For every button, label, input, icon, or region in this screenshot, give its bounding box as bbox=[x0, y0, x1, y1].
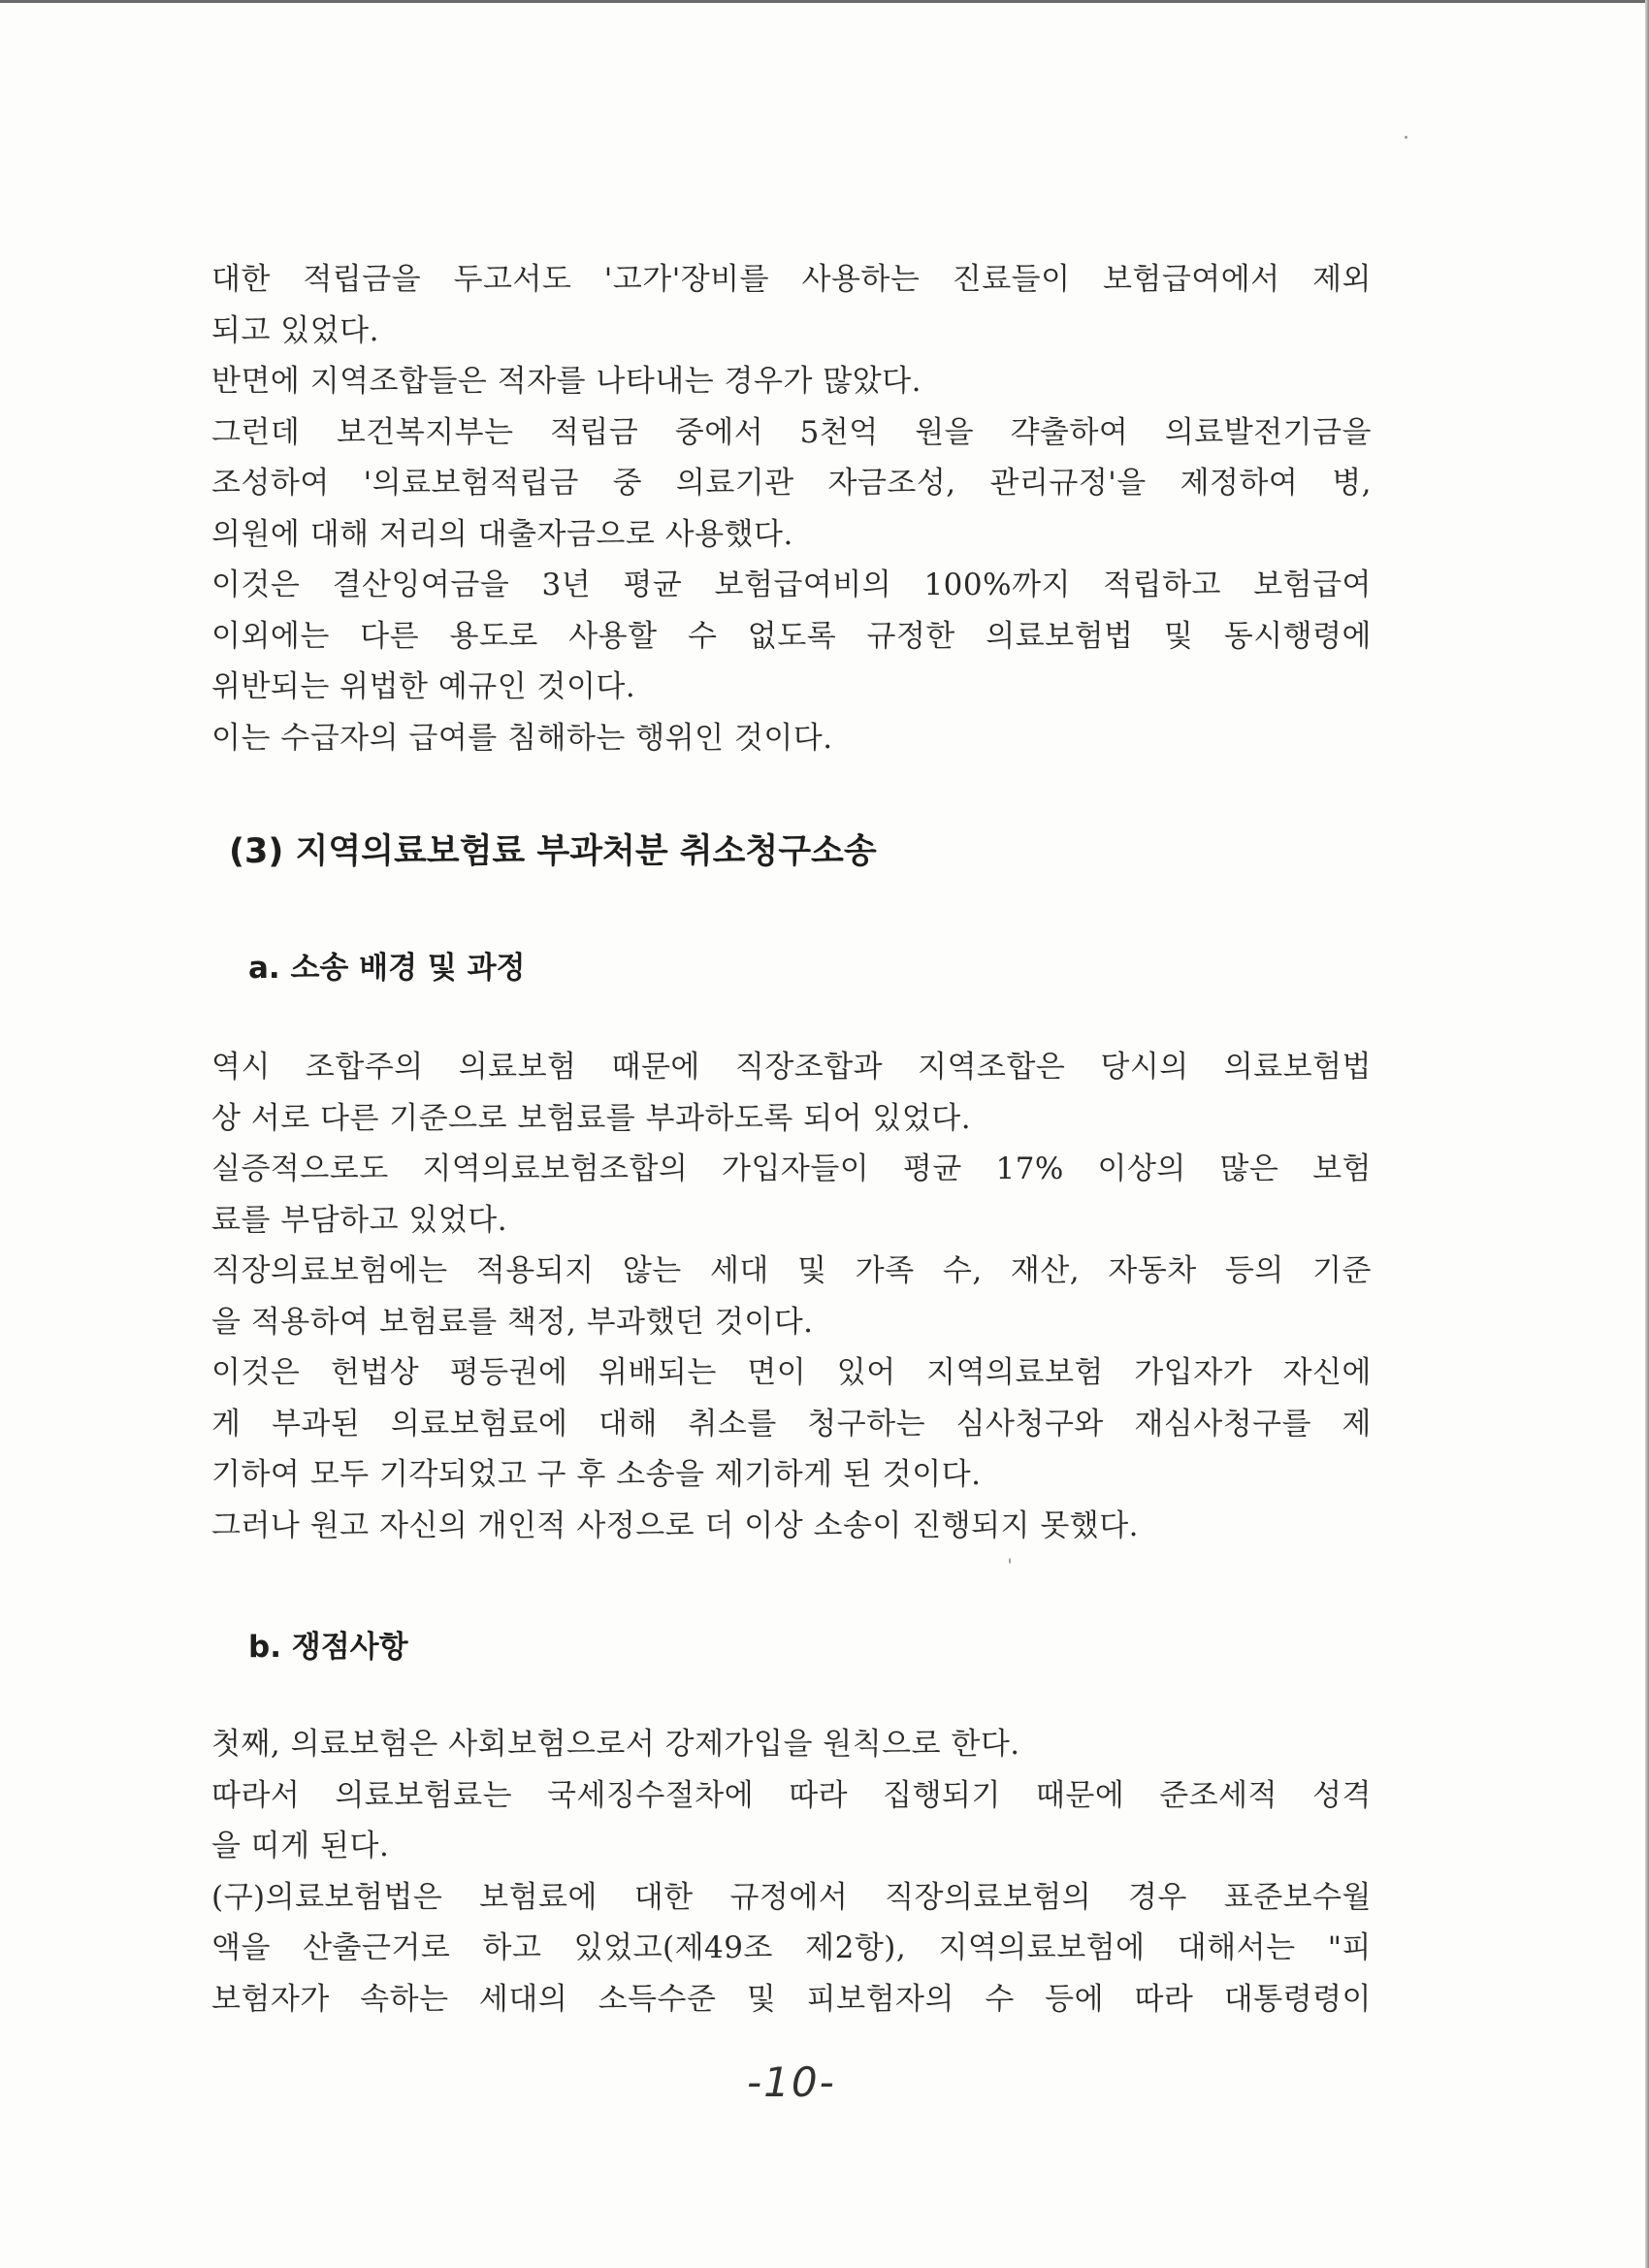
body-text-line: 위반되는 위법한 예규인 것이다. bbox=[211, 669, 636, 704]
intro-paragraphs bbox=[211, 254, 1372, 763]
body-text-line: 기하여 모두 기각되었고 구 후 소송을 제기하게 된 것이다. bbox=[211, 1457, 982, 1492]
scan-speck bbox=[1009, 1558, 1011, 1564]
body-text-line: (구)의료보험법은 보험료에 대한 규정에서 직장의료보험의 경우 표준보수월 bbox=[211, 1879, 1372, 1915]
body-text-line: 이는 수급자의 급여를 침해하는 행위인 것이다. bbox=[211, 720, 833, 756]
body-text-line: 상 서로 다른 기준으로 보험료를 부과하도록 되어 있었다. bbox=[211, 1100, 972, 1136]
body-text-line: 첫째, 의료보험은 사회보험으로서 강제가입을 원칙으로 한다. bbox=[211, 1727, 1020, 1762]
body-text-line: 되고 있었다. bbox=[211, 312, 379, 348]
body-text-line: 료를 부담하고 있었다. bbox=[211, 1202, 508, 1238]
body-text-line: 직장의료보험에는 적용되지 않는 세대 및 가족 수, 재산, 자동차 등의 기준 bbox=[211, 1253, 1372, 1288]
page-number: -10- bbox=[747, 2058, 836, 2106]
body-text-line: 을 띠게 된다. bbox=[211, 1829, 390, 1863]
section-title: (3) 지역의료보험료 부과처분 취소청구소송 bbox=[229, 832, 877, 871]
body-text-line: 이것은 헌법상 평등권에 위배되는 면이 있어 지역의료보험 가입자가 자신에 bbox=[211, 1355, 1372, 1390]
scan-edge-right bbox=[1645, 0, 1649, 2268]
body-text-line: 반면에 지역조합들은 적자를 나타내는 경우가 많았다. bbox=[211, 364, 922, 399]
body-text-line: 실증적으로도 지역의료보험조합의 가입자들이 평균 17% 이상의 많은 보험 bbox=[211, 1151, 1372, 1186]
subsection-b-title: b. 쟁점사항 bbox=[248, 1630, 408, 1665]
scan-speck bbox=[1405, 136, 1407, 139]
body-text-line: 의원에 대해 저리의 대출자금으로 사용했다. bbox=[211, 516, 793, 552]
subsection-a-body bbox=[211, 1042, 1372, 1551]
body-text-line: 이외에는 다른 용도로 사용할 수 없도록 규정한 의료보험법 및 동시행령에 bbox=[211, 618, 1372, 654]
body-text-line: 대한 적립금을 두고서도 '고가'장비를 사용하는 진료들이 보험급여에서 제외 bbox=[211, 262, 1372, 297]
body-text-line: 그런데 보건복지부는 적립금 중에서 5천억 원을 갹출하여 의료발전기금을 bbox=[211, 414, 1372, 450]
body-text-line: 이것은 결산잉여금을 3년 평균 보험급여비의 100%까지 적립하고 보험급여 bbox=[211, 567, 1372, 602]
subsection-a-title: a. 소송 배경 및 과정 bbox=[248, 951, 526, 986]
body-text-line: 게 부과된 의료보험료에 대해 취소를 청구하는 심사청구와 재심사청구를 제 bbox=[211, 1406, 1372, 1442]
body-text-line: 따라서 의료보험료는 국세징수절차에 따라 집행되기 때문에 준조세적 성격 bbox=[211, 1777, 1372, 1813]
body-text-line: 조성하여 '의료보험적립금 중 의료기관 자금조성, 관리규정'을 제정하여 병, bbox=[211, 466, 1372, 501]
subsection-b-body bbox=[211, 1719, 1372, 2025]
body-text-line: 을 적용하여 보험료를 책정, 부과했던 것이다. bbox=[211, 1304, 814, 1340]
body-text-line: 그러나 원고 자신의 개인적 사정으로 더 이상 소송이 진행되지 못했다. bbox=[211, 1507, 1140, 1543]
scan-edge-top bbox=[0, 0, 1649, 3]
body-text-line: 보험자가 속하는 세대의 소득수준 및 피보험자의 수 등에 따라 대통령령이 bbox=[211, 1981, 1372, 2017]
body-text-line: 역시 조합주의 의료보험 때문에 직장조합과 지역조합은 당시의 의료보험법 bbox=[211, 1050, 1372, 1085]
body-text-line: 액을 산출근거로 하고 있었고(제49조 제2항), 지역의료보험에 대해서는 "피 bbox=[211, 1930, 1372, 1965]
